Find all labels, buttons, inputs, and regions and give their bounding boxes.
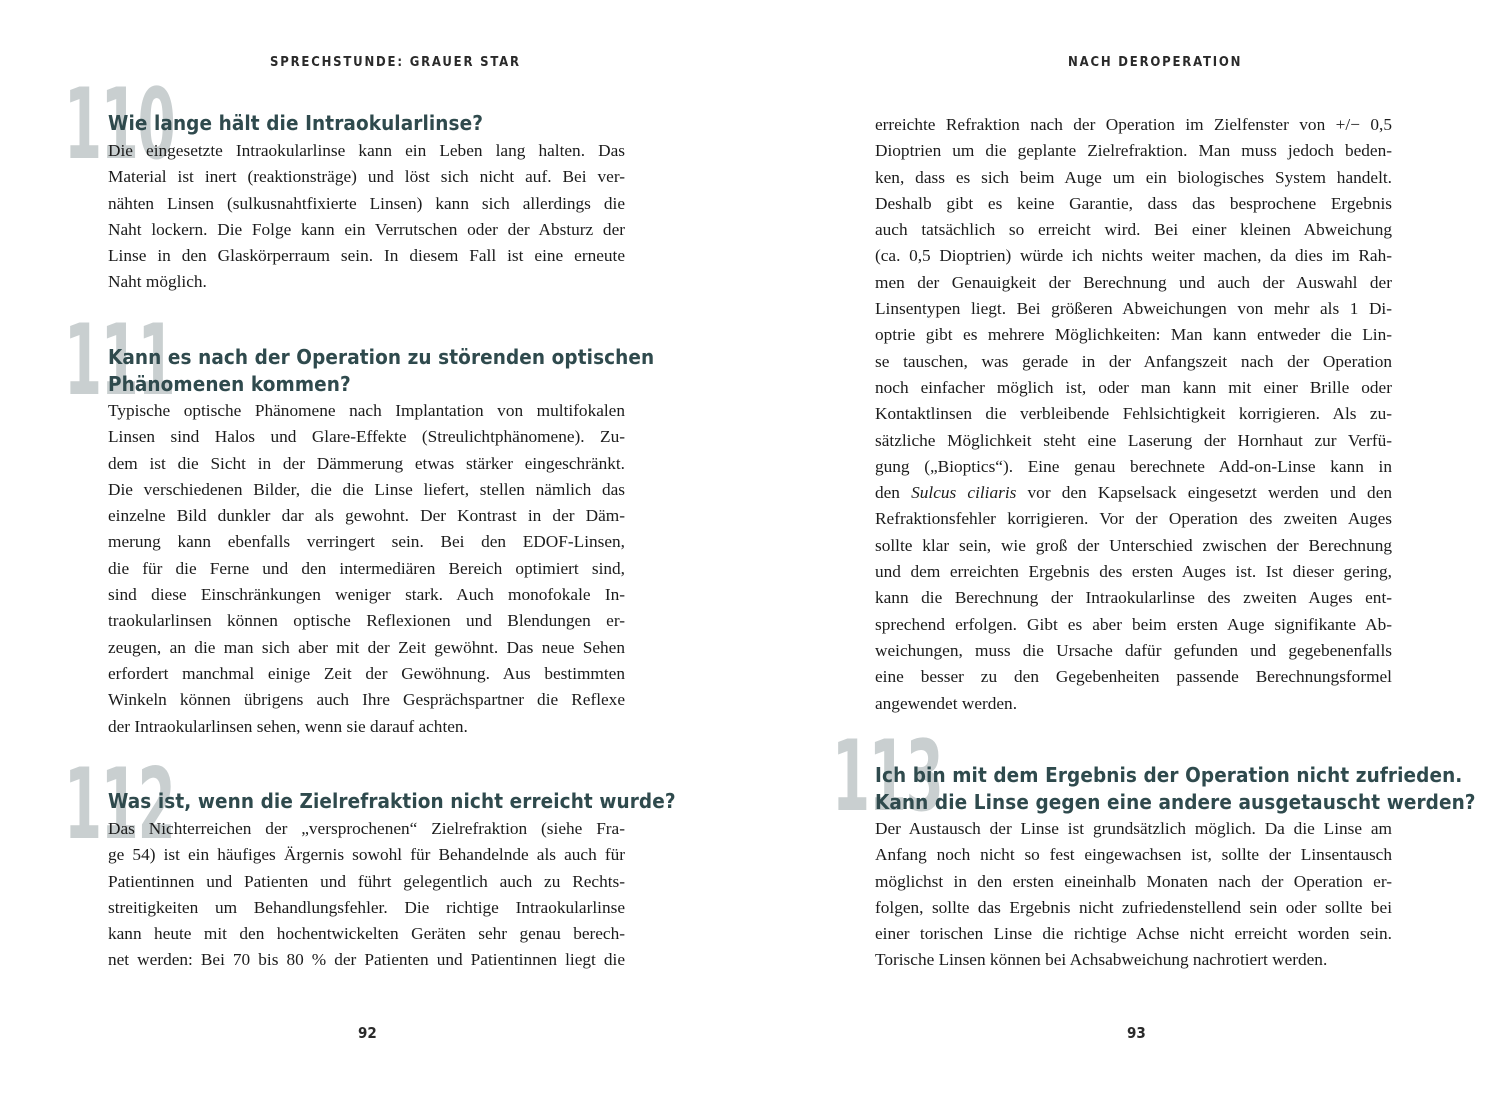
text-line: traokularlinsen können optische Reflexionen und Blendungen er- <box>108 611 625 631</box>
text-line: auch tatsächlich so erreicht wird. Bei einer kleinen Abweichung <box>875 220 1392 240</box>
text-line: sätzliche Möglichkeit steht eine Laserung der Hornhaut zur Verfü- <box>875 430 1392 450</box>
answer-111 <box>108 398 625 740</box>
question-number-110: 110 <box>64 68 175 182</box>
text-line: einer torischen Linse die richtige Achse nicht erreicht worden sein. <box>875 924 1392 944</box>
text-line: Linse in den Glaskörperraum sein. In diesem Fall ist eine erneute <box>108 246 625 266</box>
question-title-line: Phänomenen kommen? <box>108 372 351 396</box>
answer-112 <box>108 816 625 974</box>
question-title-line: Was ist, wenn die Zielrefraktion nicht erreicht wurde? <box>108 789 676 813</box>
text-line: Dioptrien um die geplante Zielrefraktion. Man muss jedoch beden- <box>875 141 1392 161</box>
text-line: dem ist die Sicht in der Dämmerung etwas stärker eingeschränkt. <box>108 453 625 473</box>
text-line: Naht lockern. Die Folge kann ein Verrutschen oder der Absturz der <box>108 219 625 239</box>
text-line: Typische optische Phänomene nach Implantation von multifokalen <box>108 401 625 420</box>
text-line: zeugen, an die man sich aber mit der Zeit gewöhnt. Das neue Sehen <box>108 637 625 657</box>
text-line-with-italic <box>875 480 1392 506</box>
text-line: Anfang noch nicht so fest eingewachsen ist, sollte der Linsentausch <box>875 845 1392 865</box>
question-number-112: 112 <box>64 748 175 862</box>
text-line: der Intraokularlinsen sehen, wenn sie darauf achten. <box>108 716 468 736</box>
text-line: Die eingesetzte Intraokularlinse kann ein Leben lang halten. Das <box>108 141 625 160</box>
text-line: merung kann ebenfalls verringert sein. Bei den EDOF-Linsen, <box>108 532 625 552</box>
text-line: streitigkeiten um Behandlungsfehler. Die richtige Intraokularlinse <box>108 897 625 917</box>
italic-term: Sulcus ciliaris <box>911 483 1017 503</box>
text-line: möglichst in den ersten eineinhalb Monaten nach der Operation er- <box>875 871 1392 891</box>
question-title-line: Ich bin mit dem Ergebnis der Operation nicht zufrieden. <box>875 763 1463 787</box>
question-title-line: Wie lange hält die Intraokularlinse? <box>108 111 484 135</box>
answer-110 <box>108 138 625 296</box>
text-line: ge 54) ist ein häufiges Ärgernis sowohl für Behandelnde als auch für <box>108 845 625 865</box>
text-line: Patientinnen und Patienten und führt gelegentlich auch zu Rechts- <box>108 871 625 891</box>
text-line: Kontaktlinsen die verbleibende Fehlsichtigkeit korrigieren. Als zu- <box>875 404 1392 424</box>
text-line: noch einfacher möglich ist, oder man kann mit einer Brille oder <box>875 377 1392 397</box>
question-112-title <box>108 788 676 815</box>
text-line: kann heute mit den hochentwickelten Geräten sehr genau berech- <box>108 924 625 944</box>
running-head-right: NACH DEROPERATION <box>1068 55 1243 70</box>
text-line: optrie gibt es mehrere Möglichkeiten: Man kann entweder die Lin- <box>875 325 1392 345</box>
page-number-right: 93 <box>1127 1024 1146 1042</box>
answer-113 <box>875 816 1392 974</box>
right-page <box>750 0 1500 1097</box>
text-line: nähten Linsen (sulkusnahtfixierte Linsen) kann sich allerdings die <box>108 193 625 213</box>
text-line: Deshalb gibt es keine Garantie, dass das besprochene Ergebnis <box>875 193 1392 213</box>
text-line: Das Nichterreichen der „versprochenen“ Zielrefraktion (siehe Fra- <box>108 819 625 838</box>
text-line: Refraktionsfehler korrigieren. Vor der Operation des zweiten Auges <box>875 509 1392 529</box>
text-line: men der Genauigkeit der Berechnung und auch der Auswahl der <box>875 272 1392 292</box>
text-line: se tauschen, was gerade in der Anfangszeit nach der Operation <box>875 351 1392 371</box>
running-head-left: SPRECHSTUNDE: GRAUER STAR <box>270 55 521 70</box>
text-fragment: den <box>875 483 912 503</box>
text-line: Linsentypen liegt. Bei größeren Abweichungen von mehr als 1 Di- <box>875 299 1392 319</box>
text-line: Linsen sind Halos und Glare-Effekte (Streulichtphänomene). Zu- <box>108 427 625 447</box>
text-line: (ca. 0,5 Dioptrien) würde ich nichts weiter machen, da dies im Rah- <box>875 246 1392 266</box>
text-line: angewendet werden. <box>875 693 1018 713</box>
text-line: sind diese Einschränkungen weniger stark. Auch monofokale In- <box>108 585 625 605</box>
text-line: folgen, sollte das Ergebnis nicht zufriedenstellend sein oder sollte bei <box>875 897 1392 917</box>
text-line: die für die Ferne und den intermediären Bereich optimiert sind, <box>108 558 625 578</box>
text-line: weichungen, muss die Ursache dafür gefunden und gegebenenfalls <box>875 640 1392 660</box>
text-line: sollte klar sein, wie groß der Unterschied zwischen der Berechnung <box>875 535 1392 555</box>
question-113-title <box>875 762 1476 816</box>
text-line: net werden: Bei 70 bis 80 % der Patienten und Patientinnen liegt die <box>108 950 625 970</box>
text-line: und dem erreichten Ergebnis des ersten Auges ist. Ist dieser gering, <box>875 562 1392 582</box>
text-line: Winkeln können übrigens auch Ihre Gesprächspartner die Reflexe <box>108 690 625 710</box>
text-line: Torische Linsen können bei Achsabweichung nachrotiert werden. <box>875 950 1328 970</box>
text-line: sprechend erfolgen. Gibt es aber beim ersten Auge signifikante Ab- <box>875 614 1392 634</box>
question-number-111: 111 <box>64 304 175 418</box>
text-line: eine besser zu den Gegebenheiten passende Berechnungsformel <box>875 667 1392 687</box>
question-110-title <box>108 110 483 137</box>
text-line: Der Austausch der Linse ist grundsätzlich möglich. Da die Linse am <box>875 819 1392 838</box>
text-line: kann die Berechnung der Intraokularlinse des zweiten Auges ent- <box>875 588 1392 608</box>
question-title-line: Kann es nach der Operation zu störenden optischen <box>108 345 655 369</box>
question-number-113: 113 <box>832 720 943 834</box>
text-line: erfordert manchmal einige Zeit der Gewöhnung. Aus bestimmten <box>108 663 625 683</box>
page-number-left: 92 <box>358 1024 377 1042</box>
text-line: Naht möglich. <box>108 272 207 292</box>
text-line: Material ist inert (reaktionsträge) und löst sich nicht auf. Bei ver- <box>108 167 625 187</box>
answer-112-continued <box>875 112 1392 717</box>
text-line: gung („Bioptics“). Eine genau berechnete Add-on-Linse kann in <box>875 456 1392 476</box>
text-line: ken, dass es sich beim Auge um ein biologisches System handelt. <box>875 167 1392 187</box>
text-line: Die verschiedenen Bilder, die die Linse liefert, stellen nämlich das <box>108 479 625 499</box>
text-line: erreichte Refraktion nach der Operation im Zielfenster von +/− 0,5 <box>875 115 1392 134</box>
question-111-title <box>108 344 654 398</box>
text-fragment: vor den Kapselsack eingesetzt werden und den <box>1016 483 1393 503</box>
question-title-line: Kann die Linse gegen eine andere ausgetauscht werden? <box>875 790 1476 814</box>
text-line: einzelne Bild dunkler dar als gewohnt. Der Kontrast in der Däm- <box>108 506 625 526</box>
